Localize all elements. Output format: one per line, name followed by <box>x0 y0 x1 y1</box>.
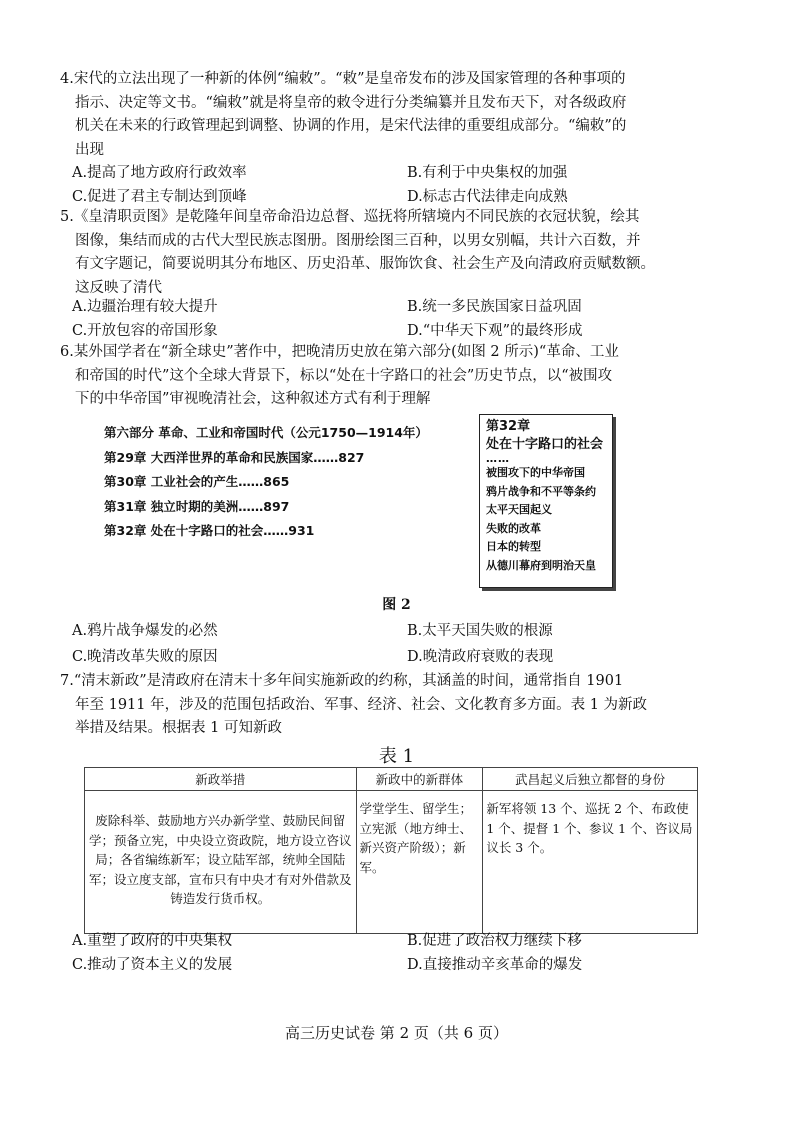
box-section: 鸦片战争和不平等条约 <box>486 484 596 498</box>
table-header: 武昌起义后独立都督的身份 <box>483 768 698 791</box>
question-text-line: 这反映了清代 <box>75 279 162 296</box>
box-section: 日本的转型 <box>486 540 541 553</box>
question-text-line: 6.某外国学者在“新全球史”著作中，把晚清历史放在第六部分(如图 2 所示)“革命、工业 <box>60 344 619 360</box>
question-6 <box>60 341 740 412</box>
table-row <box>85 791 698 934</box>
question-text-line: 指示、决定等文书。“编敕”就是将皇帝的敕令进行分类编纂并且发布天下，对各级政府 <box>75 94 627 111</box>
option-d[interactable]: D.“中华天下观”的最终形成 <box>407 322 583 339</box>
question-text-line: 7.“清末新政”是清政府在清末十多年间实施新政的约称，其涵盖的时间，通常指自 1901 <box>60 673 624 689</box>
box-ellipsis: …… <box>486 452 510 465</box>
question-text-line: 机关在未来的行政管理起到调整、协调的作用，是宋代法律的重要组成部分。“编敕”的 <box>75 118 627 134</box>
option-a[interactable]: A.边疆治理有较大提升 <box>72 299 218 315</box>
question-6-options <box>72 618 732 670</box>
option-a[interactable]: A.鸦片战争爆发的必然 <box>72 623 218 639</box>
option-b[interactable]: B.有利于中央集权的加强 <box>407 165 568 181</box>
question-text-line: 4.宋代的立法出现了一种新的体例“编敕”。“敕”是皇帝发布的涉及国家管理的各种事项的 <box>60 71 626 87</box>
option-c[interactable]: C.促进了君主专制达到顶峰 <box>72 188 247 205</box>
table-cell: 新军将领 13 个、巡抚 2 个、布政使 1 个、提督 1 个、参议 1 个、咨议局议长 3 个。 <box>483 791 698 934</box>
question-7-options <box>72 930 732 977</box>
page-footer: 高三历史试卷 第 2 页（共 6 页） <box>285 1024 508 1042</box>
option-b[interactable]: B.促进了政治权力继续下移 <box>407 933 582 949</box>
box-section: 被围攻下的中华帝国 <box>486 466 585 479</box>
option-d[interactable]: D.直接推动辛亥革命的爆发 <box>407 956 583 973</box>
question-text-line: 出现 <box>75 141 104 158</box>
question-text-line: 和帝国的时代”这个全球大背景下，标以“处在十字路口的社会”历史节点，以“被围攻 <box>75 367 613 384</box>
table-cell: 废除科举、鼓励地方兴办新学堂、鼓励民间留学；预备立宪，中央设立资政院，地方设立咨议局；各省编练新军；设立陆军部，统帅全国陆军；设立度支部，宣布只有中央才有对外借款及铸造发行货币权。 <box>85 791 357 934</box>
question-text-line: 图像，集结而成的古代大型民族志图册。图册绘图三百种，以男女别幅，共计六百数，并 <box>75 232 641 249</box>
question-4-options <box>72 162 732 209</box>
table-header: 新政举措 <box>85 768 357 791</box>
question-4 <box>60 68 740 162</box>
toc-part-heading: 第六部分 革命、工业和帝国时代（公元1750—1914年） <box>104 425 428 440</box>
option-c[interactable]: C.推动了资本主义的发展 <box>72 956 233 973</box>
table-header-row <box>85 768 698 791</box>
table-cell: 学堂学生、留学生；立宪派（地方绅士、新兴资产阶级）；新军。 <box>356 791 483 934</box>
option-d[interactable]: D.晚清政府衰败的表现 <box>407 649 554 665</box>
question-5-options <box>72 296 732 343</box>
option-b[interactable]: B.统一多民族国家日益巩固 <box>407 299 582 315</box>
question-5 <box>60 206 740 300</box>
box-section: 失败的改革 <box>486 521 541 535</box>
option-d[interactable]: D.标志古代法律走向成熟 <box>407 188 568 205</box>
toc-chapter-29: 第29章 大西洋世界的革命和民族国家……827 <box>104 449 365 465</box>
question-text-line: 有文字题记，简要说明其分布地区、历史沿革、服饰饮食、社会生产及向清政府贡赋数额。 <box>75 256 655 272</box>
figure-2-chapter-box <box>479 414 613 588</box>
box-chapter-number: 第32章 <box>486 419 531 434</box>
toc-chapter-31: 第31章 独立时期的美洲……897 <box>104 498 290 514</box>
question-text-line: 5.《皇清职贡图》是乾隆年间皇帝命沿边总督、巡抚将所辖境内不同民族的衣冠状貌，绘其 <box>60 209 640 225</box>
option-b[interactable]: B.太平天国失败的根源 <box>407 623 553 639</box>
box-section: 太平天国起义 <box>486 503 552 516</box>
reform-table <box>84 767 698 934</box>
table-caption: 表 1 <box>378 746 415 767</box>
box-section: 从德川幕府到明治天皇 <box>486 558 596 572</box>
question-7 <box>60 670 740 741</box>
question-text-line: 年至 1911 年，涉及的范围包括政治、军事、经济、社会、文化教育多方面。表 1 为新政 <box>75 696 648 713</box>
toc-chapter-32: 第32章 处在十字路口的社会……931 <box>104 523 315 538</box>
box-chapter-title: 处在十字路口的社会 <box>486 437 604 452</box>
option-a[interactable]: A.重塑了政府的中央集权 <box>72 933 233 949</box>
figure-caption: 图 2 <box>382 597 411 613</box>
option-c[interactable]: C.开放包容的帝国形象 <box>72 322 218 339</box>
toc-chapter-30: 第30章 工业社会的产生……865 <box>104 474 290 489</box>
figure-2-toc <box>104 421 476 544</box>
question-text-line: 下的中华帝国”审视晚清社会，这种叙述方式有利于理解 <box>75 391 431 407</box>
table-header: 新政中的新群体 <box>356 768 483 791</box>
question-text-line: 举措及结果。根据表 1 可知新政 <box>75 720 282 736</box>
option-a[interactable]: A.提高了地方政府行政效率 <box>72 165 247 181</box>
option-c[interactable]: C.晚清改革失败的原因 <box>72 649 218 665</box>
